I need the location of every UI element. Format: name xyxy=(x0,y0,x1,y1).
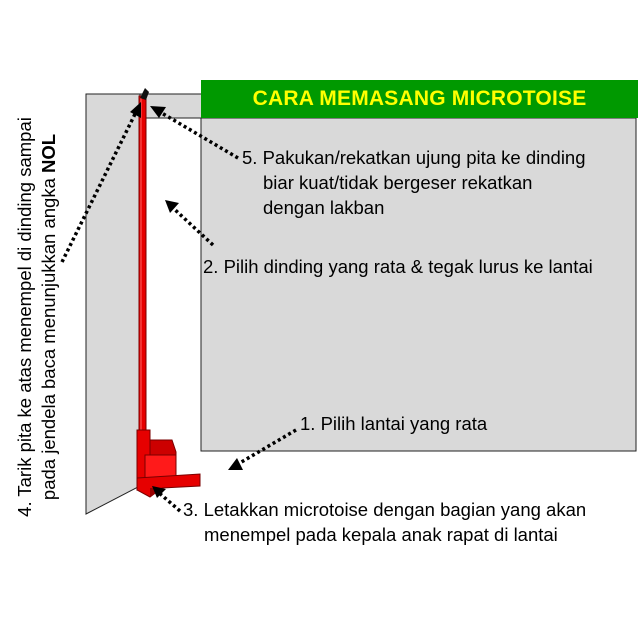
step3-label xyxy=(183,497,586,547)
microtoise-tape xyxy=(139,96,146,436)
arrow-step1-head xyxy=(228,458,243,470)
step5-label xyxy=(242,145,586,220)
step4-line1: 4. Tarik pita ke atas menempel di dinding sampai xyxy=(14,117,35,517)
step5-line2: biar kuat/tidak bergeser rekatkan xyxy=(263,172,533,193)
step4-line2-prefix: pada jendela baca menunjukkan angka xyxy=(38,172,59,501)
step4-nol: NOL xyxy=(38,133,59,173)
step5-line1: 5. Pakukan/rekatkan ujung pita ke dinding xyxy=(242,147,586,168)
step2-label: 2. Pilih dinding yang rata & tegak lurus ke lantai xyxy=(203,256,593,277)
arrow-step3-line xyxy=(158,492,180,511)
title-banner xyxy=(201,80,638,118)
step4-label xyxy=(13,97,73,537)
step1-label: 1. Pilih lantai yang rata xyxy=(300,413,488,434)
page-title: CARA MEMASANG MICROTOISE xyxy=(252,87,587,110)
step5-line3: dengan lakban xyxy=(263,197,385,218)
step3-line2: menempel pada kepala anak rapat di lantai xyxy=(204,524,558,545)
microtoise-base xyxy=(137,430,200,497)
step4-line2 xyxy=(37,97,61,537)
step3-line1: 3. Letakkan microtoise dengan bagian yang akan xyxy=(183,499,587,520)
